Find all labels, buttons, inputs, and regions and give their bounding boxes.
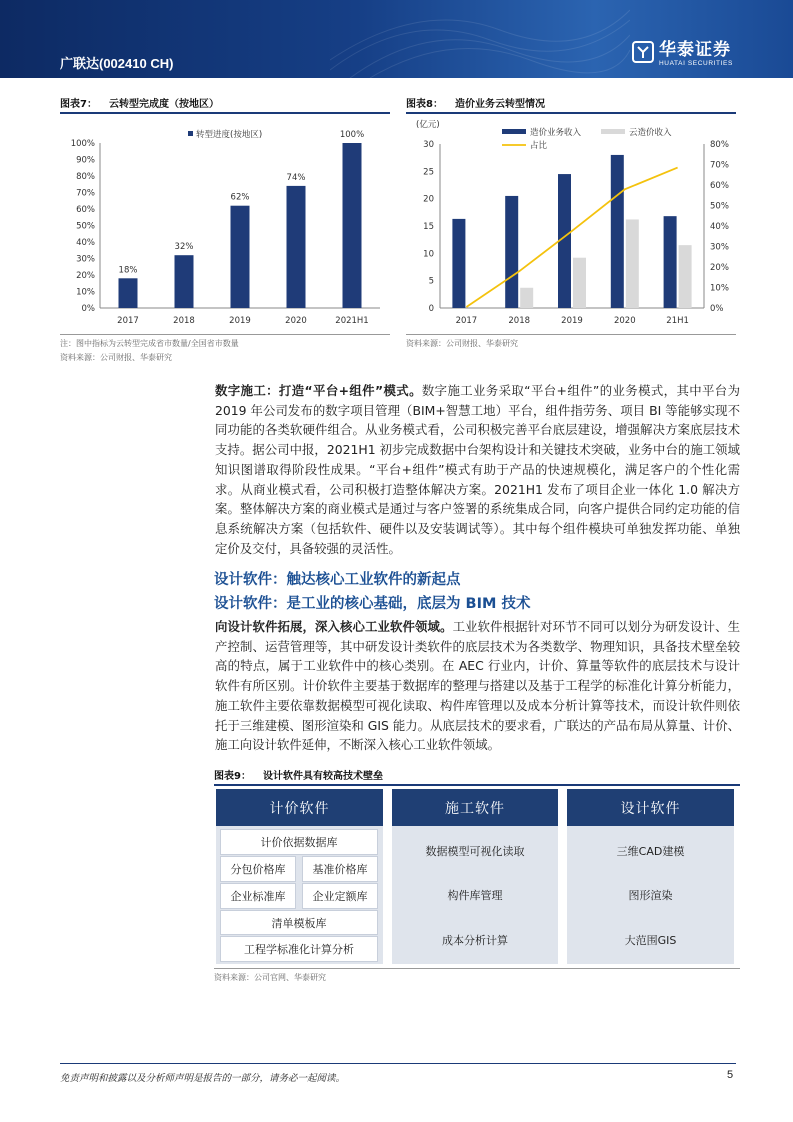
stock-ticker: 广联达(002410 CH) [60,56,174,71]
tech-item: 数据模型可视化读取 [425,845,525,858]
figure8-source: 资料来源：公司财报、华泰研究 [406,339,518,348]
legend-label: 转型进度(按地区) [196,130,263,140]
figure9-bottom-rule [214,968,740,969]
y-tick-label: 0 [428,304,434,314]
footer-disclaimer: 免责声明和披露以及分析师声明是报告的一部分，请务必一起阅读。 [60,1073,346,1084]
page-number: 5 [727,1069,734,1081]
y-tick-label: 15 [423,222,434,232]
x-tick-label: 2018 [508,316,531,326]
brand-name-en: HUATAI SECURITIES [659,60,733,67]
bar-value-label: 32% [174,242,194,253]
tech-item: 企业标准库 [220,883,296,909]
figure8-bottom-rule [406,334,736,335]
paragraph-text: 数字施工业务采取“平台+组件”的业务模式，其中平台为 2019 年公司发布的数字项目管理（BIM+智慧工地）平台，组件指劳务、项目 BI 等能够实现不同功能的各类软硬件组合。从业务模式看，公司积极完善平台底层建设，增强解决方案底层技术支持。据公司中报，2021H1 初步完成数据中台架构设计和关键技术突破，业务中台的施工领域知识图谱取得阶段性成果。“平台+组件”模式有助于产品的快速规模化，满足客户的个性化需求。从商业模式看，公司积极打造整体解决方案。2021H1 发布了项目企业一体化 1.0 解决方案。整体解决方案的商业模式是通过与客户签署的系统集成合同，向客户提供合同约定功能的信息系统解决方案（包括软件、硬件以及安装调试等）。其中每个组件模块可单独发挥功能、单独定价及交付，具备较强的灵活性。 [215,383,740,556]
x-tick-label: 21H1 [666,316,689,326]
y-tick-label: 30% [76,254,95,265]
bar-value-label: 74% [286,172,306,183]
tech-item: 成本分析计算 [442,934,508,947]
figure7-rule [60,112,390,114]
bar-cost-revenue [611,155,624,308]
y-axis-unit: (亿元) [416,120,440,130]
figure7-note: 注：图中指标为云转型完成省市数量/全国省市数量 [60,339,239,348]
bar-cost-revenue [452,219,465,308]
legend-label: 云造价收入 [629,128,672,138]
figure7-bottom-rule [60,334,390,335]
y-tick-label: 10% [76,287,95,298]
bar-value-label: 62% [230,192,250,203]
y2-tick-label: 50% [710,201,729,212]
figure9-title: 设计软件具有较高技术壁垒 [262,771,383,782]
y2-tick-label: 20% [710,263,729,273]
legend-swatch [601,129,625,134]
figure7-title: 云转型完成度（按地区） [108,99,219,110]
y2-tick-label: 40% [710,222,729,232]
bar-cloud-revenue [573,258,586,308]
bar [231,206,250,308]
figure7-caption [60,95,219,110]
y-tick-label: 90% [76,155,95,166]
x-tick-label: 2019 [561,316,583,326]
tech-item: 企业定额库 [302,883,378,909]
bar [287,186,306,308]
tech-item: 基准价格库 [302,856,378,882]
line-share [466,168,677,307]
chart-cloud-transition-progress [60,118,390,333]
tech-item: 分包价格库 [220,856,296,882]
chart-cost-cloud-revenue [406,118,741,333]
x-tick-label: 2017 [455,316,478,326]
x-tick-label: 2018 [173,316,195,326]
tech-item: 图形渲染 [628,889,673,902]
figure8-number: 图表8： [406,99,443,110]
x-tick-label: 2017 [117,316,139,326]
bar-cloud-revenue [520,288,533,308]
y-tick-label: 40% [76,238,95,248]
bar-value-label: 18% [118,265,138,276]
tech-item: 清单模板库 [220,910,378,935]
bar-value-label: 100% [339,130,365,140]
tech-item: 大范围GIS [624,934,677,947]
legend-label: 造价业务收入 [530,128,582,138]
x-tick-label: 2019 [229,316,251,326]
y-tick-label: 25 [423,167,434,178]
bar-cloud-revenue [679,245,692,308]
x-tick-label: 2020 [613,316,636,326]
y2-tick-label: 70% [710,160,729,171]
legend-label: 占比 [530,141,548,151]
y-tick-label: 80% [76,172,95,182]
figure9-number: 图表9： [214,771,251,782]
y-tick-label: 20 [423,194,434,205]
bar [175,255,194,308]
brand-name-cn: 华泰证券 [659,40,731,60]
column-header-pricing: 计价软件 [216,789,383,826]
paragraph-design-software [215,617,740,755]
y-tick-label: 100% [70,139,95,149]
x-tick-label: 2021H1 [335,316,369,326]
paragraph-text: 工业软件根据针对环节不同可以划分为研发设计、生产控制、运营管理等，其中研发设计类软件的底层技术为各类数学、物理知识，具备技术壁垒较高的特点，属于工业软件中的核心类别。在 AEC 行业内，计价、算量等软件的底层技术与设计软件有所区别。计价软件主要基于数据库的整理与搭建以及基于工程学的标准化计算分析能力，施工软件主要依靠数据模型可视化读取、构件库管理以及成本分析计算等技术，而设计软件则依托于三维建模、图形渲染和 GIS 能力。从底层技术的要求看，广联达的产品布局从算量、计价、施工向设计软件延伸，不断深入核心工业软件领域。 [215,619,741,753]
tech-item: 三维CAD建模 [616,845,685,858]
brand-logo [632,40,733,68]
legend-swatch [502,129,526,134]
figure9-source: 资料来源：公司官网、华泰研究 [214,973,326,982]
y2-tick-label: 10% [710,283,729,294]
banner-decoration [330,0,630,78]
paragraph-lead: 数字施工：打造“平台+组件”模式。 [215,383,422,398]
section-heading: 设计软件：触达核心工业软件的新起点 [214,572,461,588]
footer-rule [60,1063,736,1064]
figure8-title: 造价业务云转型情况 [454,99,545,110]
y-tick-label: 0% [81,304,95,314]
figure8-caption [406,95,545,110]
tech-item: 工程学标准化计算分析 [220,936,378,962]
y2-tick-label: 60% [710,181,729,191]
bar-cloud-revenue [626,219,639,308]
tech-item: 构件库管理 [447,889,503,902]
header-banner [0,0,793,78]
bar [343,143,362,308]
figure9-caption [214,767,383,782]
y2-tick-label: 80% [710,140,729,150]
paragraph-digital-construction [215,381,740,558]
y-tick-label: 50% [76,221,95,232]
section-subheading: 设计软件：是工业的核心基础，底层为 BIM 技术 [214,596,531,612]
y-tick-label: 70% [76,188,95,199]
column-header-construction: 施工软件 [392,789,558,826]
y2-tick-label: 0% [710,304,724,314]
y-tick-label: 30 [423,140,434,150]
y-tick-label: 60% [76,205,95,215]
figure7-number: 图表7： [60,99,97,110]
bar [119,278,138,308]
y-tick-label: 10 [423,249,434,260]
figure7-source: 资料来源：公司财报、华泰研究 [60,353,172,362]
column-header-design: 设计软件 [567,789,734,826]
tech-item: 计价依据数据库 [220,829,378,855]
y-tick-label: 20% [76,271,95,281]
x-tick-label: 2020 [285,316,307,326]
bar-cost-revenue [664,216,677,308]
figure9-rule [214,784,740,786]
figure8-rule [406,112,736,114]
huatai-logo-icon [632,41,654,63]
legend-swatch [188,131,193,136]
y2-tick-label: 30% [710,242,729,253]
paragraph-lead: 向设计软件拓展，深入核心工业软件领域。 [215,619,453,634]
y-tick-label: 5 [428,276,434,287]
bar-cost-revenue [505,196,518,308]
